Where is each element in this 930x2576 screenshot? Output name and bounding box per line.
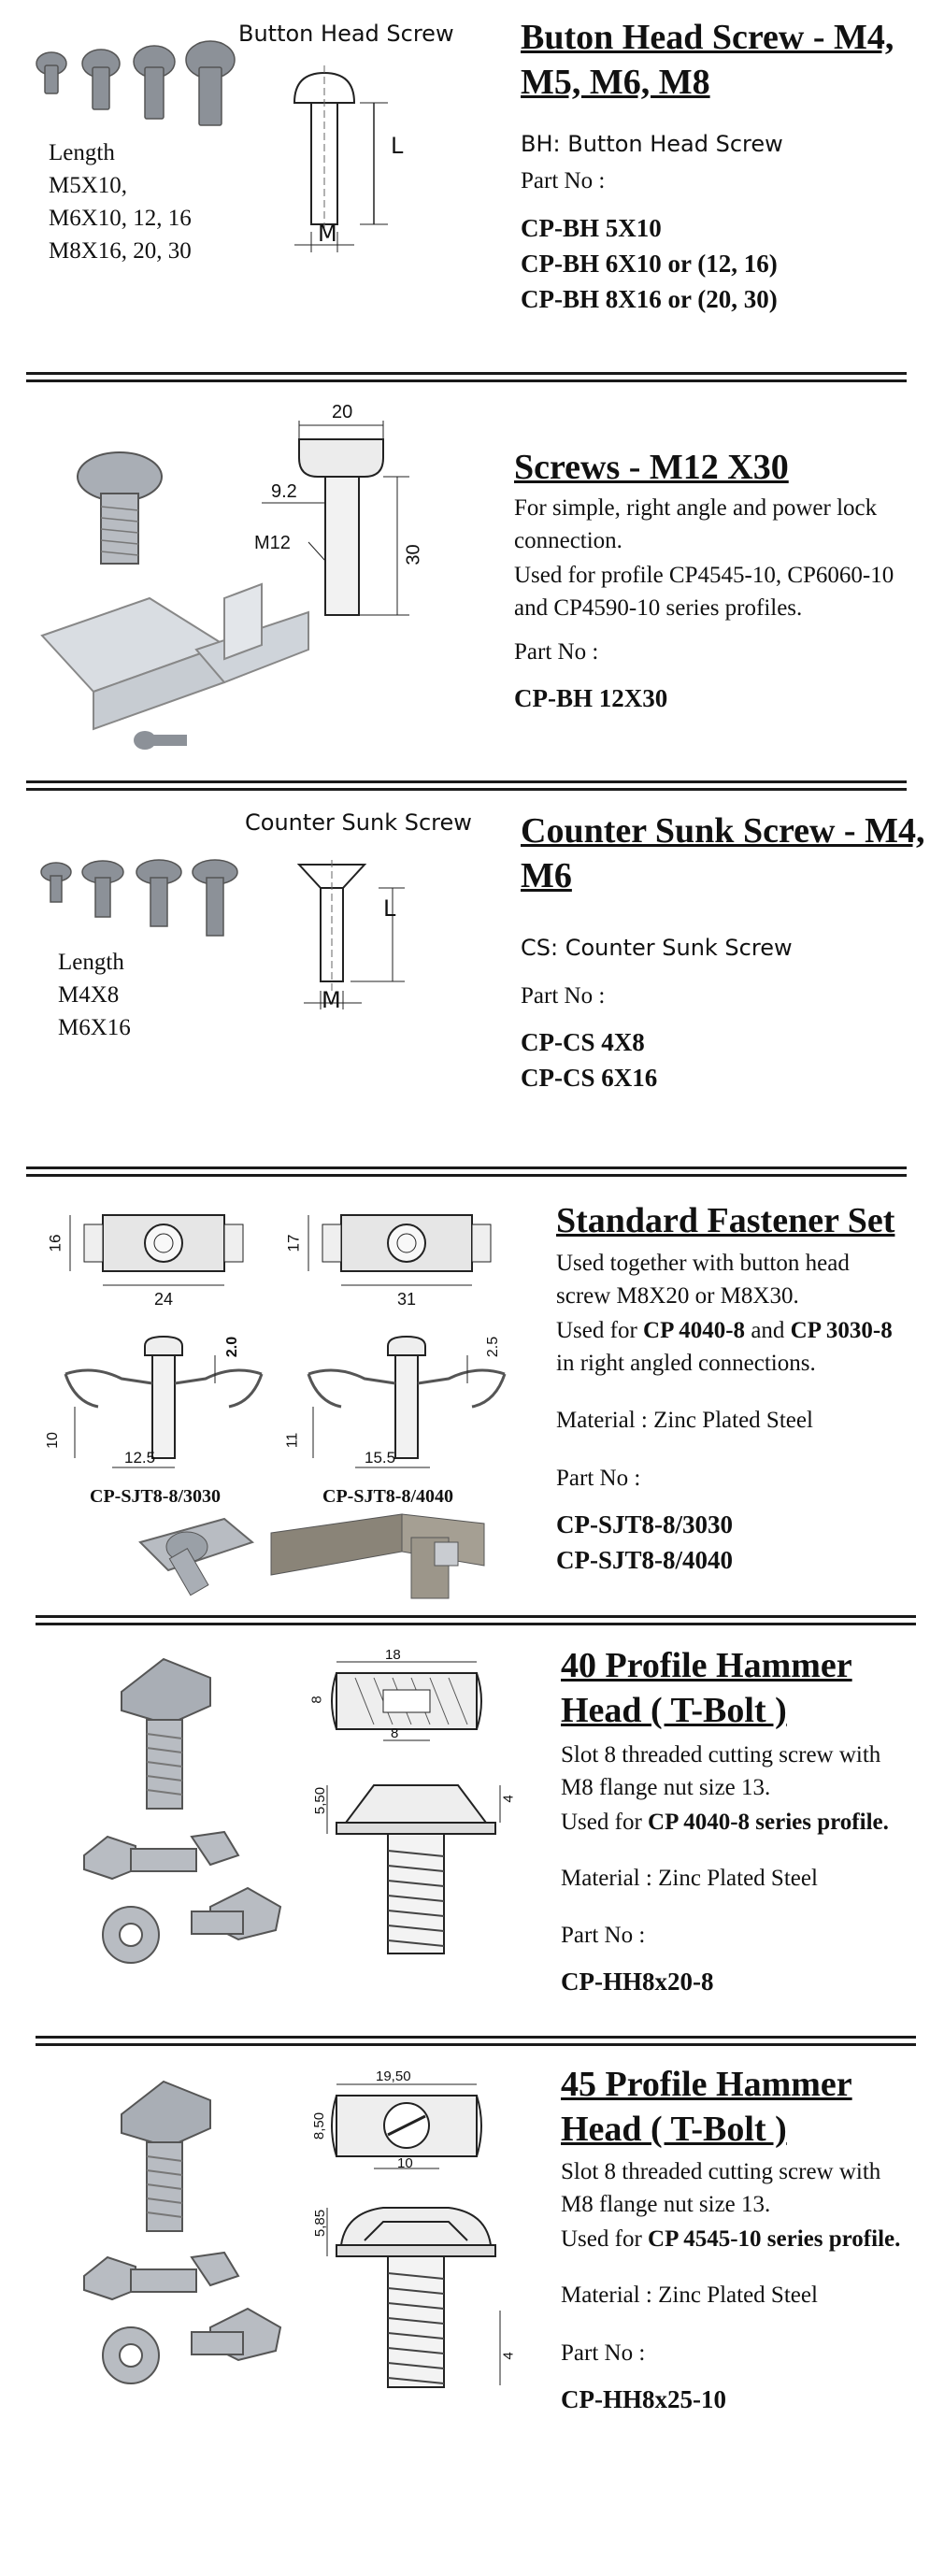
description: and CP4590-10 series profiles. [514,595,803,621]
part-number: CP-BH 12X30 [514,684,668,712]
divider [36,1623,916,1625]
part-no-label: Part No : [514,639,599,665]
used-for-line2: in right angled connections. [556,1351,816,1376]
part-no-label: Part No : [561,1923,646,1948]
divider [36,2043,916,2046]
dim-label: 30 [403,544,424,565]
part-number: CP-HH8x20-8 [561,1968,714,1996]
fastener-side-view-3030-icon [56,1337,271,1477]
fastener-set-photo-icon [122,1514,262,1598]
dim-label: 15.5 [365,1449,396,1467]
button-head-screws-photo-icon [28,36,243,138]
dim-label: 11 [284,1432,301,1449]
diagram-title: Counter Sunk Screw [245,809,472,836]
dim-label: 8 [308,1696,325,1704]
material: Material : Zinc Plated Steel [556,1408,813,1433]
part-number: CP-SJT8-8/3030 [556,1510,733,1538]
hammer-head-side-view-icon [327,1776,505,1963]
dim-label: 10 [397,2155,413,2171]
description: M8 flange nut size 13. [561,1775,771,1800]
length-value: M6X16 [58,1015,131,1040]
part-no-label: Part No : [561,2340,646,2366]
length-value: M8X16, 20, 30 [49,238,192,264]
part-number: CP-BH 5X10 [521,214,662,242]
section-subtitle: BH: Button Head Screw [521,131,783,157]
dim-label: 4 [500,1795,517,1803]
divider [26,780,907,783]
part-number: CP-HH8x25-10 [561,2385,726,2413]
hammer-head-side-view-icon [327,2198,505,2395]
dim-label: 2.5 [485,1336,502,1358]
dim-label: 5,85 [312,2209,329,2238]
divider [26,1174,907,1177]
length-value: M4X8 [58,982,120,1008]
part-no-label: Part No : [521,983,606,1009]
description: For simple, right angle and power lock [514,495,878,521]
hammer-head-set-photo-icon [79,2253,313,2393]
dim-label: L [383,895,396,922]
section-title: M5, M6, M8 [521,63,710,102]
hammer-head-top-view-icon [318,1654,495,1748]
description: Slot 8 threaded cutting screw with [561,2159,881,2184]
dim-label: 24 [154,1290,174,1309]
part-no-label: Part No : [521,168,606,193]
divider [26,372,907,375]
section-title: 45 Profile Hammer [561,2065,852,2104]
section-title: 40 Profile Hammer [561,1646,852,1685]
profile-connection-photo-icon [271,1510,486,1603]
dim-label: M [322,987,341,1013]
caption: CP-SJT8-8/3030 [90,1486,221,1507]
length-value: M5X10, [49,173,128,198]
dim-label: 10 [44,1432,61,1449]
material: Material : Zinc Plated Steel [561,1866,818,1891]
counter-sunk-screws-photo-icon [37,855,243,958]
description: screw M8X20 or M8X30. [556,1283,799,1309]
fastener-side-view-4040-icon [299,1337,514,1477]
section-title: Head ( T-Bolt ) [561,1691,787,1730]
section-title: Screws - M12 X30 [514,448,789,487]
dim-label: L [391,133,404,159]
divider [26,379,907,382]
divider [26,1166,907,1169]
part-number: CP-CS 6X16 [521,1064,658,1092]
section-title: Standard Fastener Set [556,1201,895,1240]
dim-label: 20 [332,402,353,422]
description: connection. [514,528,622,553]
button-head-screw-diagram-icon [285,65,425,252]
description: M8 flange nut size 13. [561,2192,771,2217]
diagram-title: Button Head Screw [238,21,454,47]
dim-label: 19,50 [376,2068,411,2084]
dim-label: 9.2 [271,481,297,502]
section-title: Counter Sunk Screw - M4, [521,811,925,851]
part-number: CP-CS 4X8 [521,1028,645,1056]
hammer-head-bolt-photo-icon [117,1654,220,1813]
part-no-label: Part No : [556,1466,641,1491]
dim-label: 2.0 [224,1336,241,1358]
section-subtitle: CS: Counter Sunk Screw [521,935,793,961]
dim-label: 4 [500,2352,517,2360]
used-for: Used for CP 4545-10 series profile. [561,2226,901,2252]
part-number: CP-BH 8X16 or (20, 30) [521,285,778,313]
section-title: M6 [521,856,572,895]
dim-label: M [318,221,337,247]
hammer-head-set-photo-icon [79,1832,313,1972]
dim-label: 31 [397,1290,417,1309]
dim-label: M12 [254,533,291,553]
description: Used together with button head [556,1251,850,1276]
divider [26,788,907,791]
divider [36,1615,916,1618]
part-number: CP-BH 6X10 or (12, 16) [521,250,778,278]
dim-label: 8 [391,1725,399,1741]
hammer-head-bolt-photo-icon [117,2077,220,2236]
m12-screw-photo-icon [73,449,166,570]
m12-screw-diagram-icon [243,411,421,636]
used-for: Used for CP 4040-8 series profile. [561,1810,889,1835]
description: Used for profile CP4545-10, CP6060-10 [514,563,894,588]
length-value: M6X10, 12, 16 [49,206,192,231]
dim-label: 18 [385,1647,401,1663]
divider [36,2036,916,2039]
length-label: Length [58,950,124,975]
part-number: CP-SJT8-8/4040 [556,1546,733,1574]
length-label: Length [49,140,115,165]
counter-sunk-screw-diagram-icon [294,860,416,1019]
dim-label: 17 [284,1234,303,1252]
dim-label: 8,50 [311,2111,328,2140]
dim-label: 5,50 [312,1786,329,1815]
dim-label: 12.5 [124,1449,156,1467]
material: Material : Zinc Plated Steel [561,2283,818,2308]
dim-label: 16 [46,1234,64,1252]
section-title: Head ( T-Bolt ) [561,2110,787,2149]
section-title: Buton Head Screw - M4, [521,18,894,57]
caption: CP-SJT8-8/4040 [322,1486,453,1507]
description: Slot 8 threaded cutting screw with [561,1742,881,1767]
used-for: Used for CP 4040-8 and CP 3030-8 [556,1318,893,1343]
